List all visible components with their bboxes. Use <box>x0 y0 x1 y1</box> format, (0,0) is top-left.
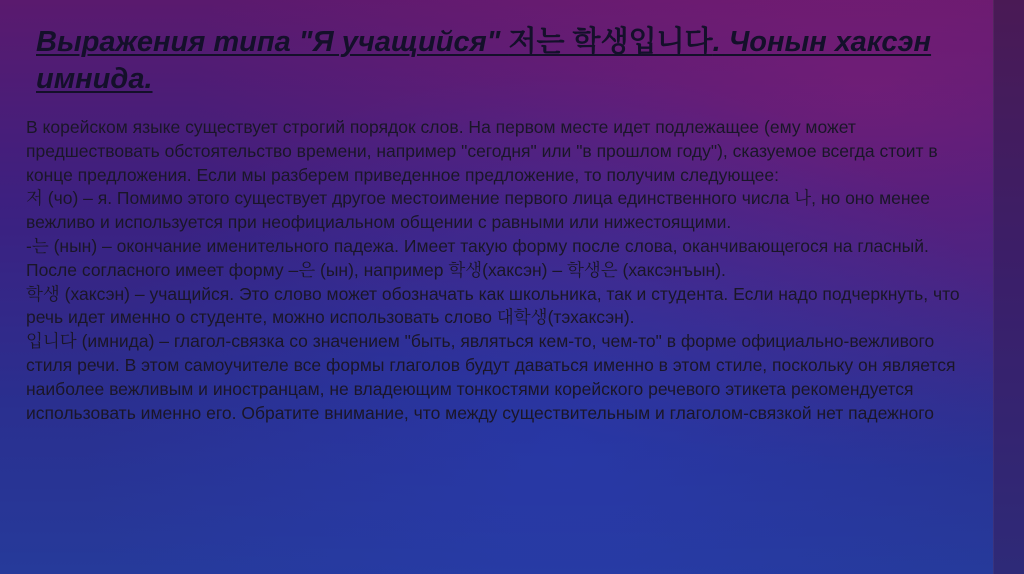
paragraph-word-order: В корейском языке существует строгий порядок слов. На первом месте идет подлежащее (ему может предшествовать обстоятельство времени, например "сегодня" или "в прошлом году"), сказуемое всегда стоит в конце предложения. Если мы разберем приведенное предложение, то получим следующее: <box>26 117 938 185</box>
paragraph-imnida: 입니다 (имнида) – глагол-связка со значением "быть, являться кем-то, чем-то" в форме официально-вежливого стиля речи. В этом самоучителе все формы глаголов будут даваться именно в этом стиле, поскольку он является наиболее вежливым и иностранцам, не владеющим тонкостями корейского речевого этикета рекомендуется использовать именно его. Обратите внимание, что между существительным и глаголом-связкой нет падежного <box>26 331 956 423</box>
slide-title <box>36 24 966 98</box>
slide-body <box>26 116 981 425</box>
title-part-2: . Чонын хаксэн имнида. <box>36 26 932 95</box>
paragraph-nyn: -는 (нын) – окончание именительного падежа. Имеет такую форму после слова, оканчивающегося на гласный. После согласного имеет форму –은 (ын), например 학생(хаксэн) – 학생은 (хаксэнъын). <box>26 235 929 280</box>
paragraph-haksen: 학생 (хаксэн) – учащийся. Это слово может обозначать как школьника, так и студента. Если надо подчеркнуть, что речь идет именно о студенте, можно использовать слово 대학생(тэхаксэн). <box>26 283 960 328</box>
title-korean: 저는 학생입니다 <box>508 26 713 58</box>
title-part-1: Выражения типа "Я учащийся" <box>36 26 509 58</box>
paragraph-cho: 저 (чо) – я. Помимо этого существует другое местоимение первого лица единственного числа 나, но оно менее вежливо и используется при неофициальном общении с равными или нижестоящими. <box>26 188 930 233</box>
right-decorative-strip <box>993 0 1024 574</box>
